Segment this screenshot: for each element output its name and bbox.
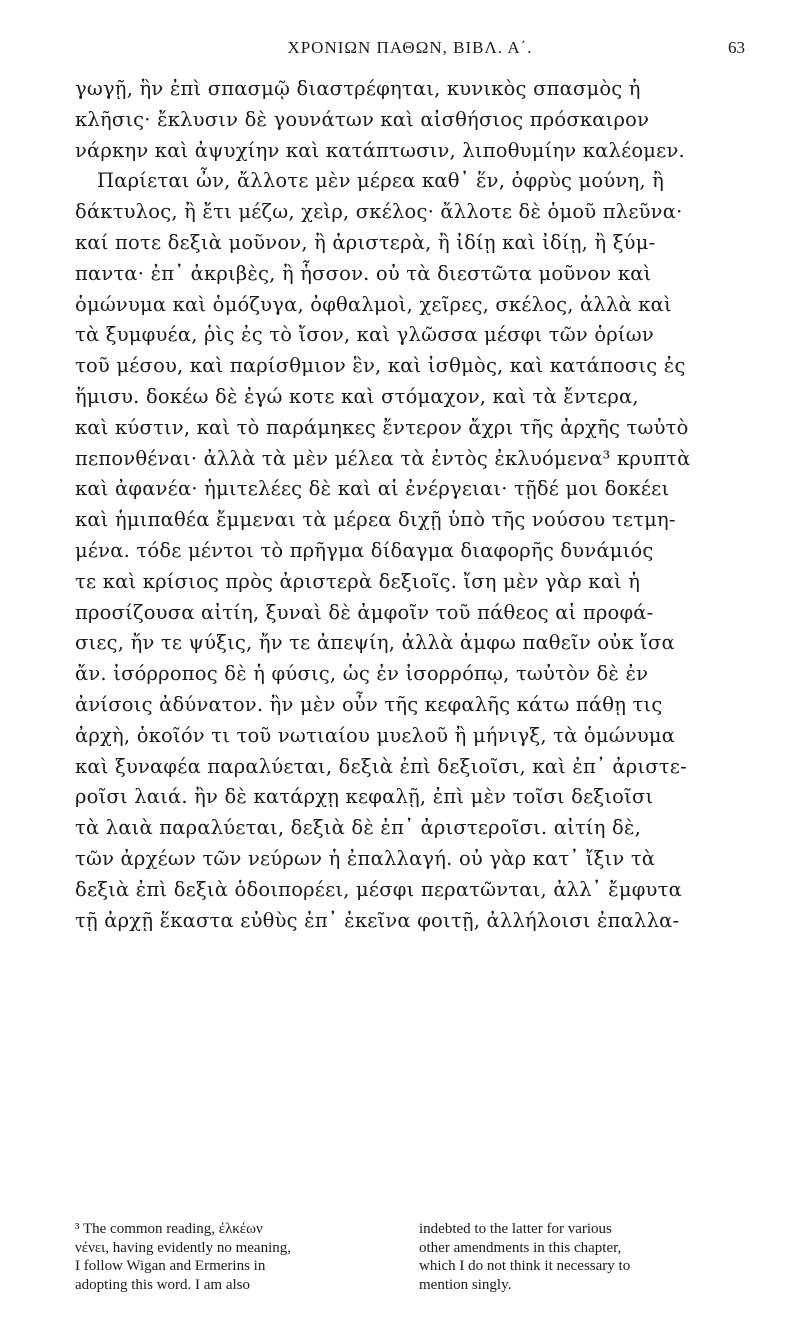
footnote-column-left <box>75 1220 403 1294</box>
greek-body-text <box>75 74 747 936</box>
text-line: νάρκην καὶ ἀψυχίην καὶ κατάπτωσιν, λιποθυμίην καλέομεν. <box>75 138 685 162</box>
text-line: σιες, ἤν τε ψύξις, ἤν τε ἀπεψίη, ἀλλὰ ἀμφω παθεῖν οὐκ ἴσα <box>75 631 675 655</box>
text-line: ἥμισυ. δοκέω δὲ ἐγώ κοτε καὶ στόμαχον, καὶ τὰ ἔντερα, <box>75 384 639 408</box>
footnote-line: I follow Wigan and Ermerins in <box>75 1258 266 1275</box>
text-line: καὶ ἀφανέα· ἡμιτελέες δὲ καὶ αἱ ἐνέργειαι· τῇδέ μοι δοκέει <box>75 477 670 501</box>
footnote-line: indebted to the latter for various <box>419 1221 612 1237</box>
text-line: ἄν. ἰσόρροπος δὲ ἡ φύσις, ὡς ἐν ἰσορρόπῳ, τωὐτὸν δὲ ἐν <box>75 662 649 686</box>
text-line: καὶ ξυναφέα παραλύεται, δεξιὰ ἐπὶ δεξιοῖσι, καὶ ἐπ᾽ ἀριστε- <box>75 754 687 778</box>
text-line: τὰ λαιὰ παραλύεται, δεξιὰ δὲ ἐπ᾽ ἀριστεροῖσι. αἰτίη δὲ, <box>75 816 642 840</box>
text-line-paragraph-start: Παρίεται ὦν, ἄλλοτε μὲν μέρεα καθ᾽ ἕν, ὀφρὺς μούνη, ἢ <box>97 169 665 193</box>
text-line: ὁμώνυμα καὶ ὁμόζυγα, ὀφθαλμοὶ, χεῖρες, σκέλος, ἀλλὰ καὶ <box>75 292 672 316</box>
footnote-line: adopting this word. I am also <box>75 1276 250 1293</box>
text-line: δεξιὰ ἐπὶ δεξιὰ ὁδοιπορέει, μέσφι περατῶνται, ἀλλ᾽ ἔμφυτα <box>75 877 682 901</box>
text-line: δάκτυλος, ἢ ἔτι μέζω, χεὶρ, σκέλος· ἄλλοτε δὲ ὁμοῦ πλεῦνα· <box>75 200 683 224</box>
text-line: πεπονθέναι· ἀλλὰ τὰ μὲν μέλεα τὰ ἐντὸς ἐκλυόμενα³ κρυπτὰ <box>75 446 691 470</box>
footnote-column-right <box>419 1220 747 1294</box>
text-line: κλῆσις· ἔκλυσιν δὲ γουνάτων καὶ αἰσθήσιος πρόσκαιρον <box>75 107 650 131</box>
running-title: ΧΡΟΝΙΩΝ ΠΑΘΩΝ, ΒΙΒΛ. Α΄. <box>287 38 533 57</box>
text-line: τε καὶ κρίσιος πρὸς ἀριστερὰ δεξιοῖς. ἴση μὲν γὰρ καὶ ἡ <box>75 569 641 593</box>
text-line: τοῦ μέσου, καὶ παρίσθμιον ἓν, καὶ ἰσθμὸς, καὶ κατάποσις ἐς <box>75 354 686 378</box>
text-line: καὶ ἡμιπαθέα ἔμμεναι τὰ μέρεα διχῇ ὑπὸ τῆς νούσου τετμη- <box>75 508 676 532</box>
footnote-line: mention singly. <box>419 1276 512 1293</box>
footnote-line: other amendments in this chapter, <box>419 1239 622 1256</box>
text-line: γωγῇ, ἣν ἐπὶ σπασμῷ διαστρέφηται, κυνικὸς σπασμὸς ἡ <box>75 77 641 100</box>
text-line: καὶ κύστιν, καὶ τὸ παράμηκες ἔντερον ἄχρι τῆς ἀρχῆς τωὐτὸ <box>75 415 689 439</box>
text-line: τῇ ἀρχῇ ἕκαστα εὐθὺς ἐπ᾽ ἐκεῖνα φοιτῇ, ἀλλήλοισι ἐπαλλα- <box>75 908 680 932</box>
text-line: τῶν ἀρχέων τῶν νεύρων ἡ ἐπαλλαγή. οὐ γὰρ κατ᾽ ἴξιν τὰ <box>75 846 656 870</box>
text-line: ροῖσι λαιά. ἢν δὲ κατάρχῃ κεφαλῇ, ἐπὶ μὲν τοῖσι δεξιοῖσι <box>75 785 654 809</box>
page-number: 63 <box>728 38 745 57</box>
footnote-line: which I do not think it necessary to <box>419 1258 631 1275</box>
text-line: τὰ ξυμφυέα, ῥὶς ἐς τὸ ἴσον, καὶ γλῶσσα μέσφι τῶν ὁρίων <box>75 323 654 347</box>
text-line: μένα. τόδε μέντοι τὸ πρῆγμα δίδαγμα διαφορῆς δυνάμιός <box>75 538 654 562</box>
running-head <box>75 38 745 62</box>
text-line: προσίζουσα αἰτίη, ξυναὶ δὲ ἀμφοῖν τοῦ πάθεος αἱ προφά- <box>75 600 654 624</box>
footnote-line: ³ The common reading, ἐλκέων <box>75 1221 263 1237</box>
text-line: ἀνίσοις ἀδύνατον. ἢν μὲν οὖν τῆς κεφαλῆς κάτω πάθῃ τις <box>75 692 663 716</box>
text-line: παντα· ἐπ᾽ ἀκριβὲς, ἢ ἧσσον. οὐ τὰ διεστῶτα μοῦνον καὶ <box>75 261 652 285</box>
footnote-line: νένει, having evidently no meaning, <box>75 1239 291 1256</box>
text-line: καί ποτε δεξιὰ μοῦνον, ἢ ἀριστερὰ, ἢ ἰδίῃ καὶ ἰδίῃ, ἢ ξύμ- <box>75 230 656 254</box>
text-line: ἀρχὴ, ὁκοῖόν τι τοῦ νωτιαίου μυελοῦ ἢ μήνιγξ, τὰ ὁμώνυμα <box>75 723 676 747</box>
